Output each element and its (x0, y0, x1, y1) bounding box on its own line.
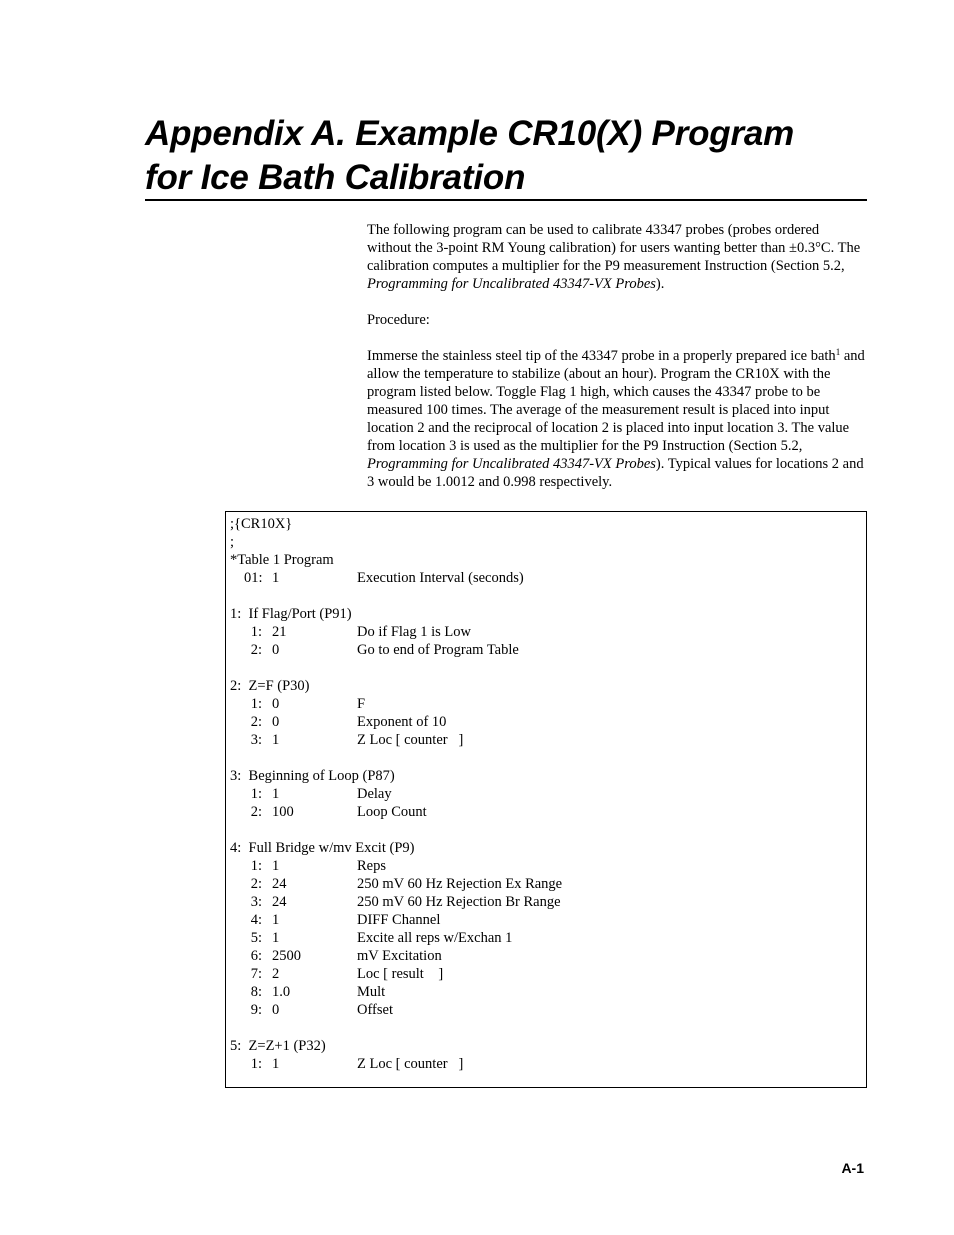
param-value: 0 (272, 1002, 280, 1018)
program-listing (230, 515, 862, 1073)
param-value: 0 (272, 696, 280, 712)
intro-text (367, 221, 867, 509)
program-line (230, 983, 862, 1001)
program-line (230, 947, 862, 965)
procedure-text-part: Immerse the stainless steel tip of the 43347 probe in a properly prepared ice bath (367, 348, 836, 364)
param-description: DIFF Channel (357, 912, 441, 928)
param-value: 1 (272, 912, 280, 928)
param-value: 1 (272, 1056, 280, 1072)
program-line (230, 1019, 862, 1037)
page-number: A-1 (841, 1160, 864, 1176)
program-line (230, 839, 862, 857)
param-value: 21 (272, 624, 287, 640)
param-value: 1 (272, 858, 280, 874)
param-description: Offset (357, 1002, 393, 1018)
page-title (145, 112, 867, 200)
program-line (230, 785, 862, 803)
program-line-heading: 4: Full Bridge w/mv Excit (P9) (230, 840, 415, 856)
program-line (230, 713, 862, 731)
param-number: 1: (250, 786, 262, 802)
param-number: 2: (250, 804, 262, 820)
intro-text-part: The following program can be used to calibrate 43347 probes (probes ordered without the 3-point RM Young calibration) for users wanting better than ±0.3°C. The calibration computes a multiplier for the P9 measurement Instruction (Section 5.2, (367, 222, 861, 274)
program-line (230, 605, 862, 623)
param-number: 6: (250, 948, 262, 964)
param-description: 250 mV 60 Hz Rejection Ex Range (357, 876, 563, 892)
param-number: 8: (250, 984, 262, 1000)
param-value: 1.0 (272, 984, 291, 1000)
program-line (230, 515, 862, 533)
program-line-heading: 5: Z=Z+1 (P32) (230, 1038, 326, 1054)
param-description: Delay (357, 786, 392, 802)
program-line (230, 929, 862, 947)
procedure-text-part: and allow the temperature to stabilize (about an hour). Program the CR10X with the program listed below. Toggle Flag 1 high, which causes the 43347 probe to be measured 100 times. The average of the measurement result is placed into input location 2 and the reciprocal of location 2 is placed into input location 3. The value from location 3 is used as the multiplier for the P9 Instruction (Section 5.2, (367, 348, 865, 454)
param-number: 7: (250, 966, 262, 982)
intro-paragraph (367, 221, 867, 293)
param-number: 01: (244, 570, 263, 586)
program-listing-box (225, 511, 867, 1088)
param-description: Reps (357, 858, 386, 874)
program-line (230, 569, 862, 587)
program-line (230, 1055, 862, 1073)
param-number: 9: (250, 1002, 262, 1018)
title-line-1: Appendix A. Example CR10(X) Program (145, 114, 795, 153)
program-line (230, 641, 862, 659)
program-line (230, 875, 862, 893)
param-value: 0 (272, 642, 280, 658)
section-reference: Programming for Uncalibrated 43347-VX Probes (367, 456, 656, 472)
program-line (230, 677, 862, 695)
param-number: 2: (250, 876, 262, 892)
param-number: 1: (250, 1056, 262, 1072)
param-number: 1: (250, 858, 262, 874)
param-description: Z Loc [ counter ] (357, 1056, 464, 1072)
param-value: 24 (272, 894, 287, 910)
program-line (230, 821, 862, 839)
program-line-heading: ; (230, 534, 235, 550)
param-description: Execution Interval (seconds) (357, 570, 524, 586)
program-line (230, 893, 862, 911)
param-number: 2: (250, 714, 262, 730)
param-number: 1: (250, 624, 262, 640)
program-line (230, 659, 862, 677)
program-line (230, 551, 862, 569)
footnote-marker: 1 (835, 347, 841, 357)
param-number: 1: (250, 696, 262, 712)
intro-text-part: ). (655, 276, 665, 292)
program-line-heading: ;{CR10X} (230, 516, 293, 532)
param-description: mV Excitation (357, 948, 442, 964)
program-line-heading: *Table 1 Program (230, 552, 334, 568)
param-value: 0 (272, 714, 280, 730)
param-value: 2 (272, 966, 280, 982)
program-line (230, 623, 862, 641)
param-value: 1 (272, 930, 280, 946)
param-number: 2: (250, 642, 262, 658)
program-line-heading: 1: If Flag/Port (P91) (230, 606, 352, 622)
title-divider (145, 199, 867, 201)
program-line-heading: 3: Beginning of Loop (P87) (230, 768, 395, 784)
param-value: 24 (272, 876, 287, 892)
program-line (230, 767, 862, 785)
param-description: F (357, 696, 366, 712)
program-line (230, 731, 862, 749)
param-number: 3: (250, 894, 262, 910)
param-description: Exponent of 10 (357, 714, 447, 730)
program-line-heading: 2: Z=F (P30) (230, 678, 310, 694)
param-value: 100 (272, 804, 294, 820)
program-line (230, 857, 862, 875)
param-description: Z Loc [ counter ] (357, 732, 464, 748)
param-description: Loc [ result ] (357, 966, 444, 982)
section-reference: Programming for Uncalibrated 43347-VX Probes (367, 276, 656, 292)
program-line (230, 965, 862, 983)
program-line (230, 587, 862, 605)
program-line (230, 695, 862, 713)
program-line (230, 1037, 862, 1055)
param-value: 2500 (272, 948, 301, 964)
program-line (230, 749, 862, 767)
param-value: 1 (272, 570, 280, 586)
param-number: 5: (250, 930, 262, 946)
param-value: 1 (272, 732, 280, 748)
program-line (230, 1001, 862, 1019)
param-description: 250 mV 60 Hz Rejection Br Range (357, 894, 561, 910)
param-description: Mult (357, 984, 386, 1000)
title-line-2: for Ice Bath Calibration (145, 158, 526, 197)
param-description: Go to end of Program Table (357, 642, 519, 658)
procedure-paragraph (367, 347, 867, 491)
param-number: 3: (250, 732, 262, 748)
param-number: 4: (250, 912, 262, 928)
procedure-label: Procedure: (367, 312, 430, 328)
program-line (230, 533, 862, 551)
param-value: 1 (272, 786, 280, 802)
param-description: Do if Flag 1 is Low (357, 624, 471, 640)
procedure-text-part: ). Typical values for locations 2 and 3 would be 1.0012 and 0.998 respectively. (367, 456, 864, 490)
program-line (230, 803, 862, 821)
program-line (230, 911, 862, 929)
param-description: Loop Count (357, 804, 427, 820)
param-description: Excite all reps w/Exchan 1 (357, 930, 513, 946)
